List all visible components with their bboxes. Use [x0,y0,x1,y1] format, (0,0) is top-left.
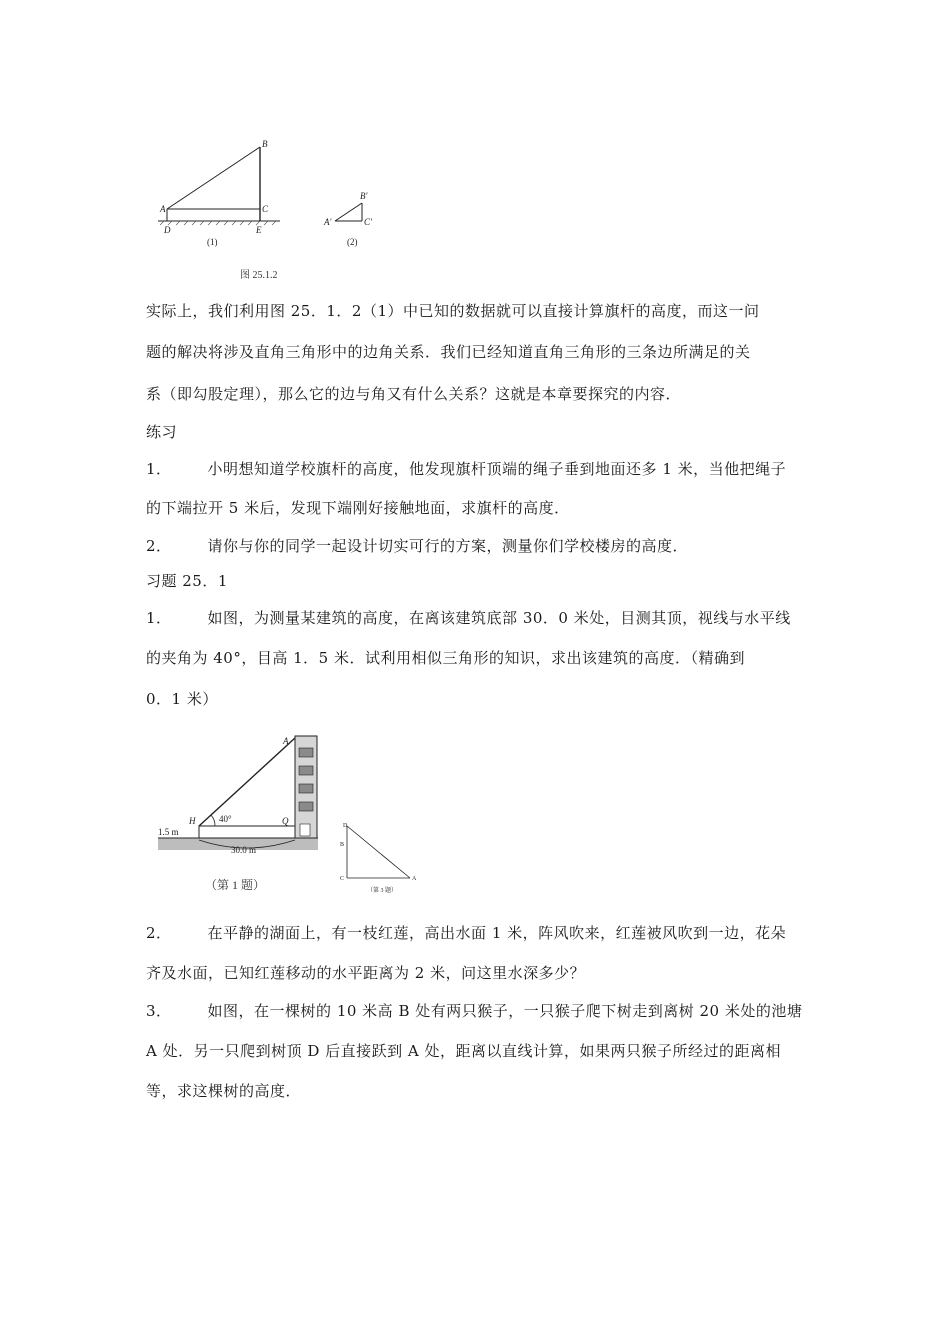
svg-text:A′: A′ [324,217,332,227]
paragraph-line-2: 题的解决将涉及直角三角形中的边角关系．我们已经知道直角三角形的三条边所满足的关 [146,343,751,361]
svg-text:A: A [412,876,417,882]
svg-text:D: D [343,823,348,829]
svg-text:B: B [262,139,268,149]
practice-heading: 练习 [146,423,178,441]
figure-exercise-3 [335,818,420,898]
line-ab [167,147,260,209]
exercise-item-2-line-2: 齐及水面，已知红莲移动的水平距离为 2 米，问这里水深多少？ [146,964,586,982]
svg-text:D: D [164,225,171,235]
exercise-item-1-line-2: 的夹角为 40°，目高 1．5 米．试利用相似三角形的知识，求出该建筑的高度．（精确到 [146,649,745,667]
exercise-item-3-line-2: A 处．另一只爬到树顶 D 后直接跃到 A 处，距离以直线计算，如果两只猴子所经过的距离相 [146,1042,782,1060]
paragraph-line-3: 系（即勾股定理），那么它的边与角又有什么关系？这就是本章要探究的内容． [146,385,682,403]
figure-25-1-2 [150,135,390,255]
svg-text:B′: B′ [360,191,368,201]
svg-text:(1): (1) [207,237,218,247]
svg-text:(2): (2) [347,237,358,247]
svg-text:40°: 40° [219,814,232,824]
practice-item-2: 2． 请你与你的同学一起设计切实可行的方案，测量你们学校楼房的高度． [146,537,689,555]
sight-line [199,738,295,826]
exercise-item-3-line-3: 等，求这棵树的高度． [146,1082,302,1100]
svg-text:B: B [340,842,345,848]
practice-item-1-line-2: 的下端拉开 5 米后，发现下端刚好接触地面，求旗杆的高度． [146,499,570,517]
paragraph-line-1: 实际上，我们利用图 25．1．2（1）中已知的数据就可以直接计算旗杆的高度，而这一问 [146,302,760,320]
svg-text:E: E [256,225,262,235]
svg-text:（第 3 题）: （第 3 题） [367,888,398,894]
svg-text:H: H [189,816,196,826]
svg-text:C′: C′ [364,217,372,227]
svg-text:1.5 m: 1.5 m [158,827,179,837]
figure-exercise-1 [155,730,325,860]
svg-text:A: A [160,204,166,214]
exercise-item-1-line-3: 0．1 米） [146,690,218,708]
exercise-item-3: 3． 如图，在一棵树的 10 米高 B 处有两只猴子，一只猴子爬下树走到离树 20 米处的池塘 [146,1002,803,1020]
svg-text:C: C [340,876,345,882]
exercise-heading: 习题 25．1 [146,572,228,590]
svg-text:30.0 m: 30.0 m [231,845,257,855]
figure-caption: 图 25.1.2 [240,270,278,281]
exercise-item-2: 2． 在平静的湖面上，有一枝红莲，高出水面 1 米，阵风吹来，红莲被风吹到一边，花朵 [146,924,787,942]
svg-text:Q: Q [282,816,289,826]
svg-text:C: C [262,204,269,214]
exercise-item-1: 1． 如图，为测量某建筑的高度，在离该建筑底部 30．0 米处，目测其顶，视线与水平线 [146,609,791,627]
svg-text:A: A [283,736,289,746]
practice-item-1: 1． 小明想知道学校旗杆的高度，他发现旗杆顶端的绳子垂到地面还多 1 米，当他把绳子 [146,460,787,478]
figure-exercise-1-caption: （第 1 题） [205,878,266,892]
